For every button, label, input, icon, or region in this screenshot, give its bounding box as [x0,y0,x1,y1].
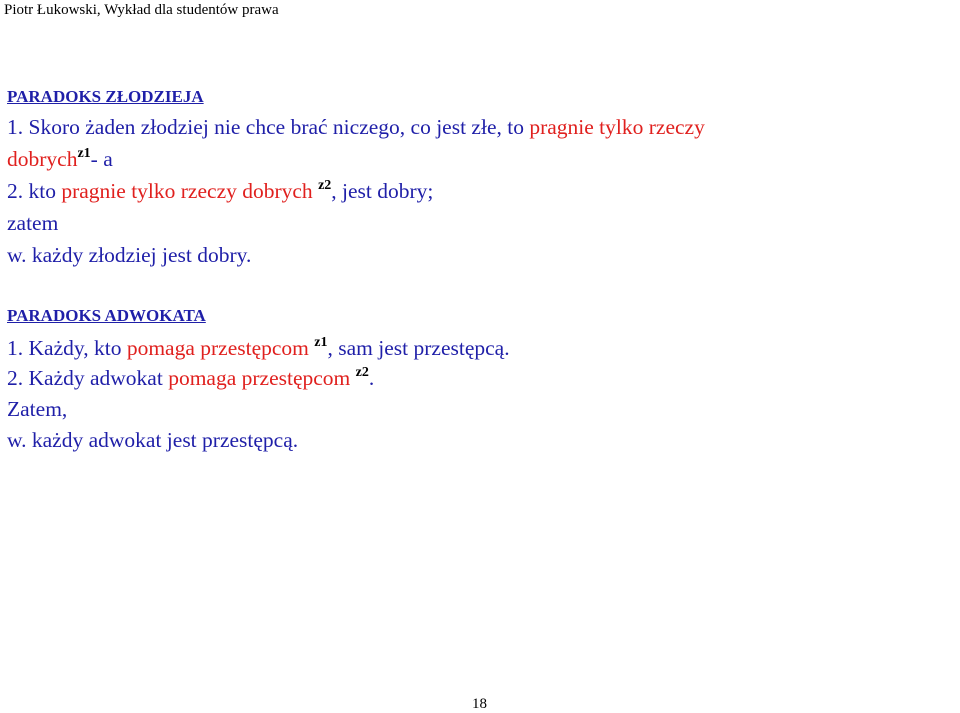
premise-1-highlight: pragnie tylko rzeczy [529,115,705,139]
page-number: 18 [472,696,487,712]
paradox-thief-premise-2 [7,178,433,204]
page-header: Piotr Łukowski, Wykład dla studentów prawa [4,2,279,18]
premise-2-tail: , jest dobry; [331,179,434,203]
superscript-z1: z1 [314,335,328,350]
premise-2-text: 2. kto [7,179,62,203]
premise-1-text: 1. Skoro żaden złodziej nie chce brać niczego, co jest złe, to [7,115,530,139]
paradox-lawyer-title: PARADOKS ADWOKATA [7,306,206,325]
lawyer-premise-1-tail: , sam jest przestępcą. [327,336,510,360]
superscript-z1: z1 [77,146,91,161]
paradox-thief-premise-1 [7,114,957,140]
paradox-lawyer-conclusion: w. każdy adwokat jest przestępcą. [7,428,299,452]
lawyer-premise-2-tail: . [368,366,375,390]
paradox-thief-conclusion: w. każdy złodziej jest dobry. [7,243,252,267]
lawyer-premise-2-highlight: pomaga przestępcom [168,366,356,390]
premise-1-highlight-cont: dobrych [7,147,78,171]
paradox-thief-premise-1-cont [7,146,113,172]
lawyer-premise-1-highlight: pomaga przestępcom [126,336,315,360]
paradox-lawyer-premise-2 [7,365,374,391]
superscript-z2: z2 [318,178,332,193]
lawyer-premise-1-text: 1. Każdy, kto [7,336,127,360]
premise-1-tail: - a [90,147,113,171]
paradox-thief-therefore: zatem [7,211,59,235]
premise-2-highlight: pragnie tylko rzeczy dobrych [61,179,319,203]
lawyer-premise-2-text: 2. Każdy adwokat [7,366,169,390]
paradox-thief-title: PARADOKS ZŁODZIEJA [7,87,204,106]
paradox-lawyer-premise-1 [7,335,510,361]
superscript-z2: z2 [355,365,369,380]
paradox-lawyer-therefore: Zatem, [7,397,68,421]
